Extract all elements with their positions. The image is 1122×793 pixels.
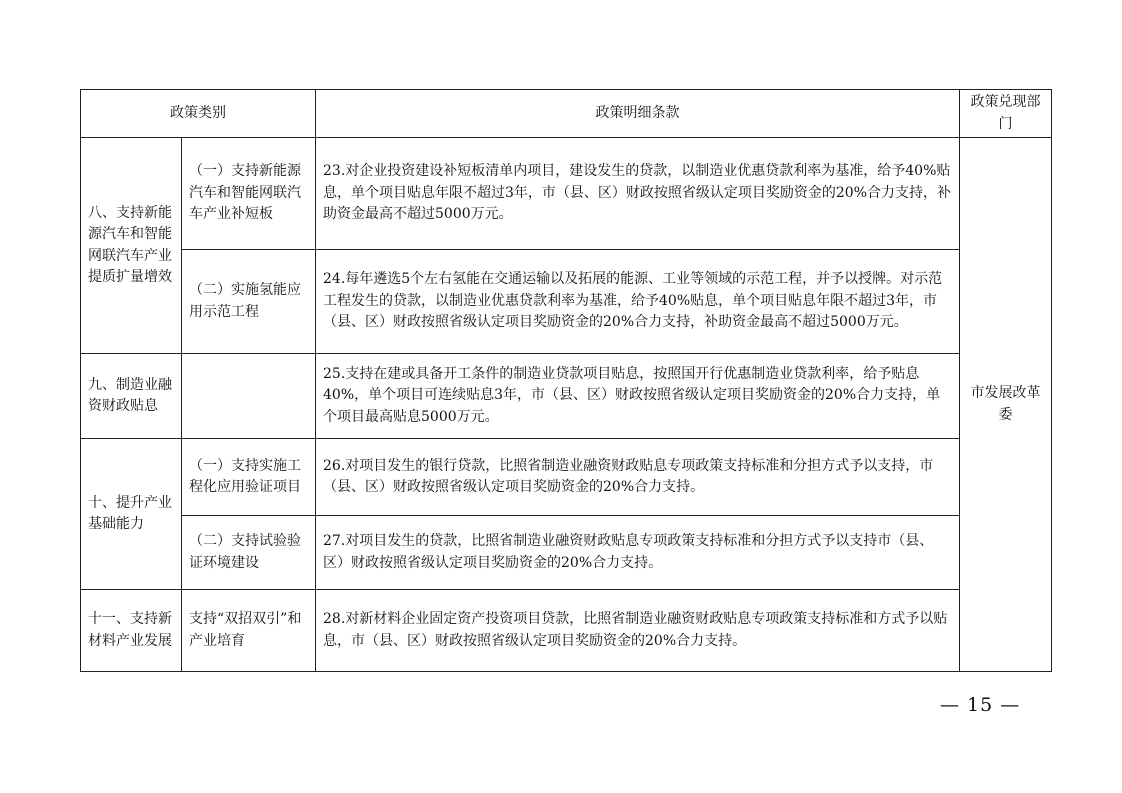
table-row [81,439,1052,516]
category-cell: 八、支持新能源汽车和智能网联汽车产业提质扩量增效 [81,138,182,354]
table-row [81,354,1052,439]
header-detail: 政策明细条款 [316,90,960,138]
category-cell: 十、提升产业基础能力 [81,439,182,590]
clause-cell: 28.对新材料企业固定资产投资项目贷款，比照省制造业融资财政贴息专项政策支持标准和方式予以贴息，市（县、区）财政按照省级认定项目奖励资金的20%合力支持。 [316,590,960,672]
table-row [81,516,1052,590]
table-row [81,138,1052,250]
header-department: 政策兑现部门 [960,90,1052,138]
department-cell: 市发展改革委 [960,138,1052,672]
clause-cell: 26.对项目发生的银行贷款，比照省制造业融资财政贴息专项政策支持标准和分担方式予以支持，市（县、区）财政按照省级认定项目奖励资金的20%合力支持。 [316,439,960,516]
subcategory-cell: （一）支持实施工程化应用验证项目 [182,439,316,516]
table-row [81,250,1052,354]
clause-cell: 27.对项目发生的贷款，比照省制造业融资财政贴息专项政策支持标准和分担方式予以支持市（县、区）财政按照省级认定项目奖励资金的20%合力支持。 [316,516,960,590]
subcategory-cell: （二）实施氢能应用示范工程 [182,250,316,354]
header-category: 政策类别 [81,90,316,138]
category-cell: 十一、支持新材料产业发展 [81,590,182,672]
policy-table [80,89,1052,672]
subcategory-cell: （二）支持试验验证环境建设 [182,516,316,590]
subcategory-cell [182,354,316,439]
clause-cell: 23.对企业投资建设补短板清单内项目，建设发生的贷款，以制造业优惠贷款利率为基准，给予40%贴息，单个项目贴息年限不超过3年，市（县、区）财政按照省级认定项目奖励资金的20%合力支持，补助资金最高不超过5000万元。 [316,138,960,250]
page-number: — 15 — [940,694,1021,716]
table-header-row [81,90,1052,138]
table-row [81,590,1052,672]
clause-cell: 24.每年遴选5个左右氢能在交通运输以及拓展的能源、工业等领域的示范工程，并予以授牌。对示范工程发生的贷款，以制造业优惠贷款利率为基准，给予40%贴息，单个项目贴息年限不超过3年，市（县、区）财政按照省级认定项目奖励资金的20%合力支持，补助资金最高不超过5000万元。 [316,250,960,354]
subcategory-cell: 支持“双招双引”和产业培育 [182,590,316,672]
category-cell: 九、制造业融资财政贴息 [81,354,182,439]
clause-cell: 25.支持在建或具备开工条件的制造业贷款项目贴息，按照国开行优惠制造业贷款利率，给予贴息40%，单个项目可连续贴息3年，市（县、区）财政按照省级认定项目奖励资金的20%合力支持，单个项目最高贴息5000万元。 [316,354,960,439]
subcategory-cell: （一）支持新能源汽车和智能网联汽车产业补短板 [182,138,316,250]
